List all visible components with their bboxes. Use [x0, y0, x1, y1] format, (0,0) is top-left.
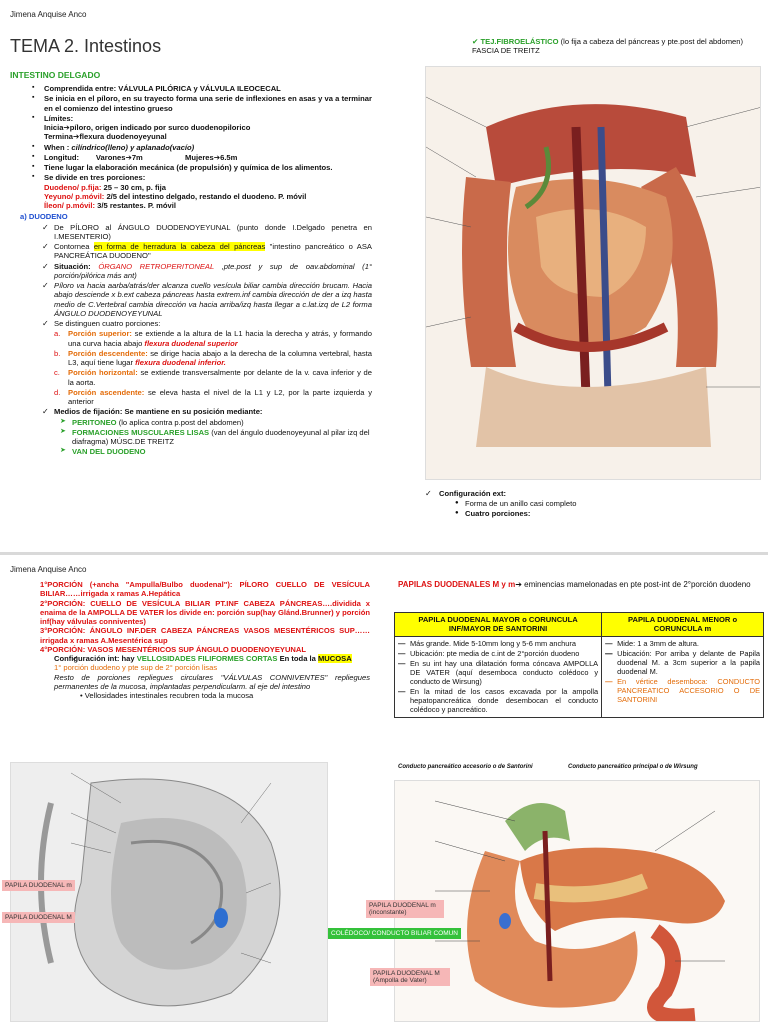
porcion-2: 2°PORCIÓN: CUELLO DE VESÍCULA BILIAR PT.INF CABEZA PÁNCREAS….dividida x enaima de la AMPOLLA DE VATER los divide en: porción sup(hay Glánd.Brunner) y porción inf(hay válvulas conniventes)	[40, 598, 370, 626]
notes-column	[10, 84, 372, 458]
bullet-divide: ▪ Se divide en tres porciones: Duodeno/ p.fija: 25 – 30 cm, p. fija Yeyuno/ p.móvil: 2/5 del intestino delgado, restando el duodeno. P. móvil Íleon/ p.móvil: 3/5 restantes. P. móvil	[10, 173, 372, 210]
check-icon: ✔	[472, 37, 481, 46]
list-item: — Más grande. Mide 5-10mm long y 5-6 mm anchura	[398, 639, 598, 648]
label-papila-M-vater: PAPILA DUODENAL M (Ampolla de Vater)	[370, 968, 450, 986]
list-item: — Mide: 1 a 3mm de altura.	[605, 639, 760, 648]
table-cell	[602, 636, 764, 717]
author-name: Jimena Anquise Anco	[10, 565, 87, 574]
duodeno-piloro: ✓ De PÍLORO al ÁNGULO DUODENOYEYUNAL (punto donde I.Delgado penetra en I.MESENTERIO)	[10, 223, 372, 242]
bullet-comprende: ▪ Comprendida entre: VÁLVULA PILÓRICA y VÁLVULA ILEOCECAL	[10, 84, 372, 93]
duodeno-contornea: ✓ Contornea en forma de herradura la cabeza del páncreas "intestino pancreático o ASA PANCREÁTICA DUODENO"	[10, 242, 372, 261]
duodeno-situacion: ✓ Situación: ÓRGANO RETROPERITONEAL ,pte.post y sup de oav.abdominal (1° porción/pilórica más ant)	[10, 262, 372, 281]
porcion-1: 1°PORCIÓN (+ancha "Ampulla/Bulbo duodenal"): PÍLORO CUELLO DE VESÍCULA BILIAR……irrigada x ramas A.Hepática	[40, 580, 370, 599]
section-heading: INTESTINO DELGADO	[10, 70, 101, 80]
config-ext-list	[425, 499, 725, 518]
table-header: PAPILA DUODENAL MAYOR o CORUNCULA INF/MAYOR DE SANTORINI	[395, 613, 602, 637]
porcion-3: 3°PORCIÓN: ÁNGULO INF.DER CABEZA PÁNCREAS VASOS MESENTÉRICOS SUP……irrigada x ramas A.Mesentérica sup	[40, 626, 370, 645]
table-header-row	[395, 613, 764, 637]
medio-item: ➤ VAN DEL DUODENO	[10, 447, 372, 456]
config-ext-title: ✓ Configuración ext:	[425, 489, 725, 498]
medios-fijacion: ✓ Medios de fijación: Se mantiene en su posición mediante:	[10, 407, 372, 416]
page-divider	[0, 552, 768, 555]
author-name: Jimena Anquise Anco	[10, 10, 87, 19]
table-row	[395, 636, 764, 717]
bullet-when: ▪ When : cilíndrico(lleno) y aplanado(vacío)	[10, 143, 372, 152]
list-item: — En su int hay una dilatación forma cóncava AMPOLLA DE VATER (aquí desemboca conducto colédoco y conducto de Wirsung)	[398, 659, 598, 686]
porcion-item: c. Porción horizontal: se extiende transversalmente por delante de la v. cava inferior y de la aorta.	[54, 368, 373, 387]
medio-item: ➤ FORMACIONES MUSCULARES LISAS (van del ángulo duodenoyeyunal al pilar izq del diafragma) MÚSC.DE TREITZ	[10, 428, 372, 447]
configuracion-int: ✓ Configuración int: hay VELLOSIDADES FILIFORMES CORTAS En toda la MUCOSA	[40, 654, 370, 663]
bullet-funcion: ▪ Tiene lugar la elaboración mecánica (de propulsión) y química de los alimentos.	[10, 163, 372, 172]
vellosidades: • Vellosidades intestinales recubren toda la mucosa	[80, 691, 254, 700]
configuracion-ext	[425, 489, 725, 518]
list-item: — Ubicación: Por arriba y delante de Papila duodenal M. a 3cm superior a la papila duodenal M.	[605, 649, 760, 676]
list-item: — Ubicación: pte media de c.int de 2°porción duodeno	[398, 649, 598, 658]
porcion-lisa: 1° porción duodeno y pte sup de 2° porción lisas	[54, 663, 218, 673]
porcion-item: b. Porción descendente: se dirige hacia abajo a la derecha de la columna vertebral, hasta L3, aquí tiene lugar flexura duodenal inferior.	[54, 348, 372, 367]
medio-item: ➤ PERITONEO (lo aplica contra p.post del abdomen)	[10, 418, 372, 427]
table-cell	[395, 636, 602, 717]
list-item: — En la mitad de los casos excavada por la ampolla hepatopancreática donde desembocan el conducto colédoco y pancreático.	[398, 687, 598, 714]
list-item: ● Forma de un anillo casi completo	[425, 499, 725, 508]
porcion-4: 4°PORCIÓN: VASOS MESENTÉRICOS SUP ÁNGULO DUODENOYEYUNAL	[40, 644, 307, 654]
fig-caption-santorini: Conducto pancreático accesorio o de Santorini	[398, 764, 533, 770]
label-papila-m: PAPILA DUODENAL m	[2, 880, 75, 891]
papilas-heading: PAPILAS DUODENALES M y m➔ eminencias mamelonadas en pte post-int de 2°porción duodeno	[398, 580, 751, 589]
fascia-note: ✔ TEJ.FIBROELÁSTICO (lo fija a cabeza del páncreas y pte.post del abdomen) FASCIA DE TREITZ	[472, 37, 744, 56]
label-coledoco: COLÉDOCO/ CONDUCTO BILIAR COMUN	[328, 928, 461, 939]
porcion-item: d. Porción ascendente: se eleva hasta el nivel de la L1 y L2, por la parte izquierda y anterior	[54, 387, 372, 406]
duodeno-cuatro: ✓ Se distinguen cuatro porciones:	[10, 319, 372, 328]
bullet-limites: ▪ Límites: Inicia➔píloro, origen indicado por surco duodenopilorico Termina➔flexura duodenoyeyunal	[10, 114, 372, 142]
table-header: PAPILA DUODENAL MENOR o CORUNCULA m	[602, 613, 764, 637]
label-papila-m-inconstante: PAPILA DUODENAL m (inconstante)	[366, 900, 444, 918]
page-2	[0, 556, 768, 1024]
porciones-list	[10, 329, 372, 406]
list-item: — En vértice desemboca: CONDUCTO PANCREATICO ACCESORIO O DE SANTORINI	[605, 677, 760, 704]
bullet-inicia-trayecto: ▪ Se inicia en el píloro, en su trayecto forma una serie de inflexiones en asas y va a terminar en el comienzo del intestino grueso	[10, 94, 372, 113]
duodeno-heading: a) DUODENO	[20, 212, 68, 222]
list-item: ● Cuatro porciones:	[425, 509, 725, 518]
anatomy-illustration-duodenum-interior	[10, 762, 328, 1022]
anatomy-illustration-abdomen	[425, 66, 761, 480]
label-papila-M: PAPILA DUODENAL M	[2, 912, 75, 923]
bullet-longitud: ▪ Longitud: Varones➔7m Mujeres➔6.5m	[10, 153, 372, 162]
porcion-item: a. Porción superior: se extiende a la altura de la L1 hacia la derecha y atrás, y formando una curva hacia abajo flexura duodenal superior	[54, 329, 372, 348]
page-title: TEMA 2. Intestinos	[10, 36, 162, 56]
papilas-table	[394, 612, 764, 718]
fig-caption-wirsung: Conducto pancreático principal o de Wirsung	[568, 764, 698, 770]
duodeno-trayecto: ✓ Píloro va hacia aarba/atrás/der alcanza cuello vesícula biliar cambia dirección brucam. Hacia abajo desciende x b.ext cabeza páncreas hasta extrem.inf cambia dirección de der a izq hasta medio de C.Vertebral cambia dirección va hacia arriba/izq hasta llegar a c.lat.izq de L2 forma ÁNGULO DUODENOYEYUNAL	[10, 281, 372, 318]
porciones-detail	[40, 580, 370, 700]
resto-porciones: Resto de porciones repliegues circulares "VÁLVULAS CONNIVENTES" repliegues permanentes de la mucosa, implantadas perpendicularm. al eje del intestino	[54, 672, 370, 691]
